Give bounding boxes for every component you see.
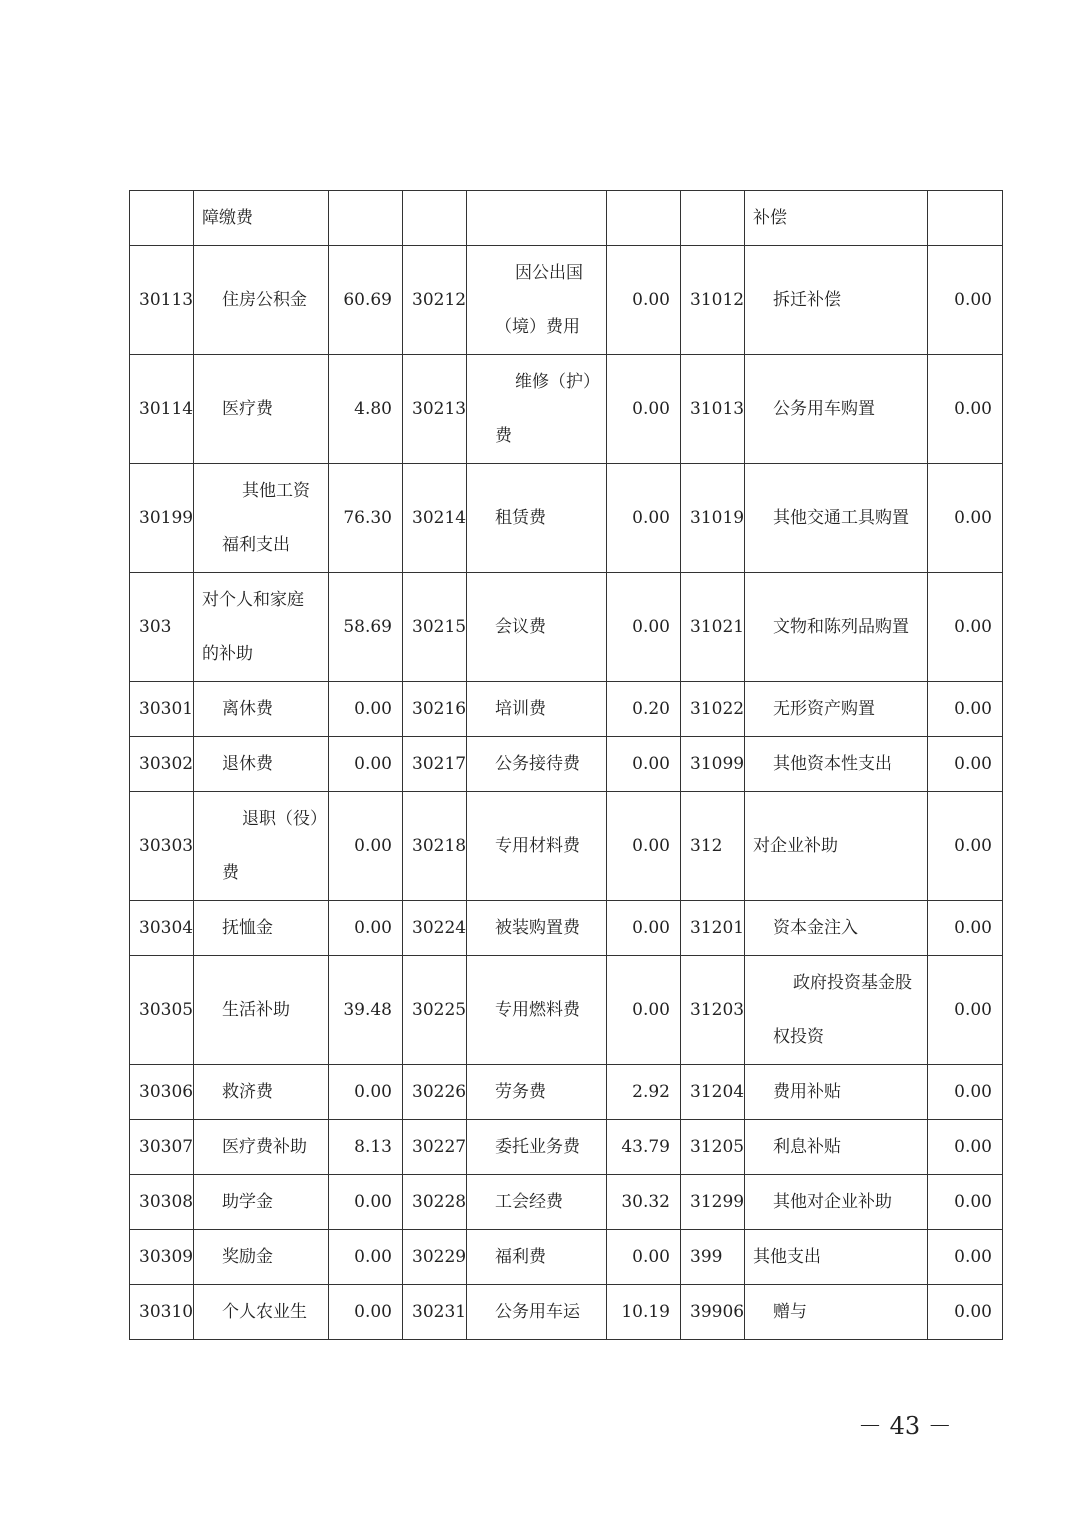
- item-name: 抚恤金: [222, 918, 273, 938]
- item-code-cell: [130, 191, 194, 246]
- item-amount-cell: 76.30: [329, 464, 403, 573]
- item-amount-cell: 0.00: [329, 1175, 403, 1230]
- item-name-cell: [745, 901, 928, 956]
- item-name: 利息补贴: [773, 1137, 841, 1157]
- item-code-cell: 30309: [130, 1230, 194, 1285]
- item-code-cell: 30306: [130, 1065, 194, 1120]
- item-name-cell: [467, 1230, 607, 1285]
- item-amount-cell: 0.00: [928, 682, 1003, 737]
- item-amount-cell: 0.00: [928, 901, 1003, 956]
- item-name: 奖励金: [222, 1247, 273, 1267]
- item-amount-cell: 0.00: [607, 464, 681, 573]
- item-name: 会议费: [495, 617, 546, 637]
- item-amount-cell: [928, 191, 1003, 246]
- item-amount-cell: 0.00: [928, 1175, 1003, 1230]
- item-name: 其他对企业补助: [773, 1192, 892, 1212]
- item-name-cell: [194, 464, 329, 573]
- item-name: 个人农业生: [222, 1302, 307, 1322]
- item-code-cell: 30307: [130, 1120, 194, 1175]
- item-name-cell: [745, 792, 928, 901]
- item-name: 生活补助: [222, 1000, 290, 1020]
- item-name-cell: [467, 1120, 607, 1175]
- item-name: 文物和陈列品购置: [773, 617, 909, 637]
- item-amount-cell: 8.13: [329, 1120, 403, 1175]
- table-row: [130, 1175, 1003, 1230]
- item-amount-cell: 0.00: [928, 355, 1003, 464]
- table-row: [130, 792, 1003, 901]
- item-amount-cell: 0.00: [928, 1230, 1003, 1285]
- item-name-cell: [745, 1230, 928, 1285]
- table-row: [130, 682, 1003, 737]
- item-name-cell: [467, 464, 607, 573]
- item-amount-cell: 30.32: [607, 1175, 681, 1230]
- item-code-cell: 31299: [681, 1175, 745, 1230]
- item-name-cell: [467, 792, 607, 901]
- item-name-cell: [745, 1285, 928, 1340]
- item-name-cell: [467, 682, 607, 737]
- item-name: 其他支出: [753, 1247, 821, 1267]
- item-amount-cell: 0.00: [928, 1285, 1003, 1340]
- item-code-cell: 30216: [403, 682, 467, 737]
- item-name-cell: [745, 737, 928, 792]
- item-code-cell: 30231: [403, 1285, 467, 1340]
- item-amount-cell: 60.69: [329, 246, 403, 355]
- item-name-cell: [194, 1230, 329, 1285]
- item-name: 对企业补助: [753, 836, 838, 856]
- item-name-cell: [467, 246, 607, 355]
- item-name: 公务接待费: [495, 754, 580, 774]
- item-name: 资本金注入: [773, 918, 858, 938]
- item-name: 其他工资福利支出: [222, 481, 310, 555]
- item-name: 劳务费: [495, 1082, 546, 1102]
- item-name: 离休费: [222, 699, 273, 719]
- item-code-cell: 30229: [403, 1230, 467, 1285]
- item-amount-cell: 0.00: [607, 792, 681, 901]
- item-name-cell: [194, 792, 329, 901]
- item-amount-cell: 0.00: [329, 1065, 403, 1120]
- item-amount-cell: 0.00: [928, 1065, 1003, 1120]
- item-amount-cell: 0.00: [928, 792, 1003, 901]
- item-name-cell: [467, 191, 607, 246]
- item-name: 助学金: [222, 1192, 273, 1212]
- item-code-cell: 31099: [681, 737, 745, 792]
- item-amount-cell: 0.00: [607, 1230, 681, 1285]
- item-code-cell: 30224: [403, 901, 467, 956]
- item-name: 退职（役）费: [222, 809, 319, 883]
- item-name-cell: [745, 1175, 928, 1230]
- item-amount-cell: 0.00: [607, 901, 681, 956]
- table-row: [130, 1065, 1003, 1120]
- table-row: [130, 246, 1003, 355]
- item-code-cell: 31021: [681, 573, 745, 682]
- item-name-cell: [745, 191, 928, 246]
- item-amount-cell: 0.00: [928, 464, 1003, 573]
- item-code-cell: 31201: [681, 901, 745, 956]
- table-row: [130, 355, 1003, 464]
- item-code-cell: 30227: [403, 1120, 467, 1175]
- table-row: [130, 956, 1003, 1065]
- item-name: 政府投资基金股权投资: [773, 973, 912, 1047]
- item-amount-cell: 0.00: [607, 355, 681, 464]
- item-code-cell: 30217: [403, 737, 467, 792]
- item-name-cell: [745, 956, 928, 1065]
- item-name: 退休费: [222, 754, 273, 774]
- item-amount-cell: 0.00: [607, 246, 681, 355]
- item-name: 委托业务费: [495, 1137, 580, 1157]
- item-code-cell: 39906: [681, 1285, 745, 1340]
- item-code-cell: 30215: [403, 573, 467, 682]
- item-name: 医疗费补助: [222, 1137, 307, 1157]
- item-amount-cell: 0.00: [329, 682, 403, 737]
- item-code-cell: 31013: [681, 355, 745, 464]
- item-amount-cell: 0.00: [329, 1285, 403, 1340]
- item-name-cell: [745, 246, 928, 355]
- item-amount-cell: 0.00: [928, 956, 1003, 1065]
- item-code-cell: 30199: [130, 464, 194, 573]
- item-name: 对个人和家庭的补助: [202, 590, 304, 664]
- item-amount-cell: 0.00: [329, 737, 403, 792]
- item-name-cell: [194, 246, 329, 355]
- item-name: 费用补贴: [773, 1082, 841, 1102]
- item-amount-cell: 0.00: [928, 1120, 1003, 1175]
- item-amount-cell: [607, 191, 681, 246]
- item-amount-cell: 0.00: [607, 737, 681, 792]
- item-code-cell: 30225: [403, 956, 467, 1065]
- item-code-cell: 31205: [681, 1120, 745, 1175]
- item-code-cell: 30113: [130, 246, 194, 355]
- item-name-cell: [194, 573, 329, 682]
- table-row: [130, 901, 1003, 956]
- item-name: 障缴费: [202, 208, 253, 228]
- item-code-cell: 30301: [130, 682, 194, 737]
- item-name-cell: [467, 1285, 607, 1340]
- item-amount-cell: 0.00: [607, 956, 681, 1065]
- page-number: － 43 －: [858, 1412, 952, 1440]
- item-amount-cell: 0.00: [928, 737, 1003, 792]
- item-name: 赠与: [773, 1302, 807, 1322]
- item-name: 维修（护）费: [495, 372, 592, 446]
- item-name-cell: [467, 355, 607, 464]
- item-code-cell: 31204: [681, 1065, 745, 1120]
- table-row: [130, 1230, 1003, 1285]
- item-code-cell: 399: [681, 1230, 745, 1285]
- item-name-cell: [194, 956, 329, 1065]
- item-amount-cell: 2.92: [607, 1065, 681, 1120]
- item-name-cell: [467, 901, 607, 956]
- item-name-cell: [745, 1120, 928, 1175]
- item-name-cell: [745, 682, 928, 737]
- table-row: [130, 1120, 1003, 1175]
- item-code-cell: 31203: [681, 956, 745, 1065]
- table-row: [130, 1285, 1003, 1340]
- item-amount-cell: 10.19: [607, 1285, 681, 1340]
- item-name-cell: [194, 1065, 329, 1120]
- item-amount-cell: 4.80: [329, 355, 403, 464]
- item-code-cell: 30114: [130, 355, 194, 464]
- item-name: 专用燃料费: [495, 1000, 580, 1020]
- item-code-cell: 30214: [403, 464, 467, 573]
- item-name: 福利费: [495, 1247, 546, 1267]
- item-code-cell: 31012: [681, 246, 745, 355]
- item-code-cell: 30213: [403, 355, 467, 464]
- item-name: 其他资本性支出: [773, 754, 892, 774]
- item-name: 公务用车购置: [773, 399, 875, 419]
- table-row: [130, 737, 1003, 792]
- table-body: [130, 191, 1003, 1340]
- item-amount-cell: 0.00: [607, 573, 681, 682]
- item-name: 被装购置费: [495, 918, 580, 938]
- table-row: [130, 464, 1003, 573]
- item-name: 住房公积金: [222, 290, 307, 310]
- item-code-cell: 30226: [403, 1065, 467, 1120]
- item-name-cell: [745, 573, 928, 682]
- item-name-cell: [194, 901, 329, 956]
- item-name: 因公出国（境）费用: [495, 263, 583, 337]
- item-name-cell: [745, 355, 928, 464]
- item-code-cell: 30228: [403, 1175, 467, 1230]
- item-name: 救济费: [222, 1082, 273, 1102]
- item-name-cell: [194, 355, 329, 464]
- item-code-cell: 312: [681, 792, 745, 901]
- item-name-cell: [467, 1065, 607, 1120]
- item-name-cell: [467, 1175, 607, 1230]
- item-code-cell: 30305: [130, 956, 194, 1065]
- item-name-cell: [194, 1285, 329, 1340]
- item-amount-cell: 39.48: [329, 956, 403, 1065]
- item-amount-cell: 43.79: [607, 1120, 681, 1175]
- item-amount-cell: 0.00: [928, 573, 1003, 682]
- item-code-cell: 30303: [130, 792, 194, 901]
- item-name: 专用材料费: [495, 836, 580, 856]
- item-code-cell: 30212: [403, 246, 467, 355]
- item-name-cell: [194, 682, 329, 737]
- item-name-cell: [194, 737, 329, 792]
- item-name: 无形资产购置: [773, 699, 875, 719]
- table-row: [130, 573, 1003, 682]
- item-code-cell: 30304: [130, 901, 194, 956]
- item-name-cell: [467, 956, 607, 1065]
- item-code-cell: 31022: [681, 682, 745, 737]
- item-amount-cell: [329, 191, 403, 246]
- item-amount-cell: 0.00: [329, 901, 403, 956]
- item-code-cell: 30218: [403, 792, 467, 901]
- table-row: [130, 191, 1003, 246]
- item-name: 补偿: [753, 208, 787, 228]
- item-code-cell: 30310: [130, 1285, 194, 1340]
- item-name-cell: [194, 1175, 329, 1230]
- item-amount-cell: 0.20: [607, 682, 681, 737]
- item-name-cell: [194, 1120, 329, 1175]
- item-code-cell: 30302: [130, 737, 194, 792]
- item-name: 拆迁补偿: [773, 290, 841, 310]
- item-amount-cell: 0.00: [928, 246, 1003, 355]
- item-code-cell: 303: [130, 573, 194, 682]
- item-name: 公务用车运: [495, 1302, 580, 1322]
- item-name: 培训费: [495, 699, 546, 719]
- item-name: 租赁费: [495, 508, 546, 528]
- item-amount-cell: 0.00: [329, 1230, 403, 1285]
- item-name-cell: [467, 573, 607, 682]
- item-name-cell: [194, 191, 329, 246]
- item-code-cell: [403, 191, 467, 246]
- item-code-cell: 30308: [130, 1175, 194, 1230]
- budget-expense-table: [129, 190, 1003, 1340]
- item-name: 医疗费: [222, 399, 273, 419]
- item-amount-cell: 58.69: [329, 573, 403, 682]
- item-name: 工会经费: [495, 1192, 563, 1212]
- item-name: 其他交通工具购置: [773, 508, 909, 528]
- item-name-cell: [745, 1065, 928, 1120]
- item-code-cell: [681, 191, 745, 246]
- item-code-cell: 31019: [681, 464, 745, 573]
- item-name-cell: [745, 464, 928, 573]
- item-amount-cell: 0.00: [329, 792, 403, 901]
- item-name-cell: [467, 737, 607, 792]
